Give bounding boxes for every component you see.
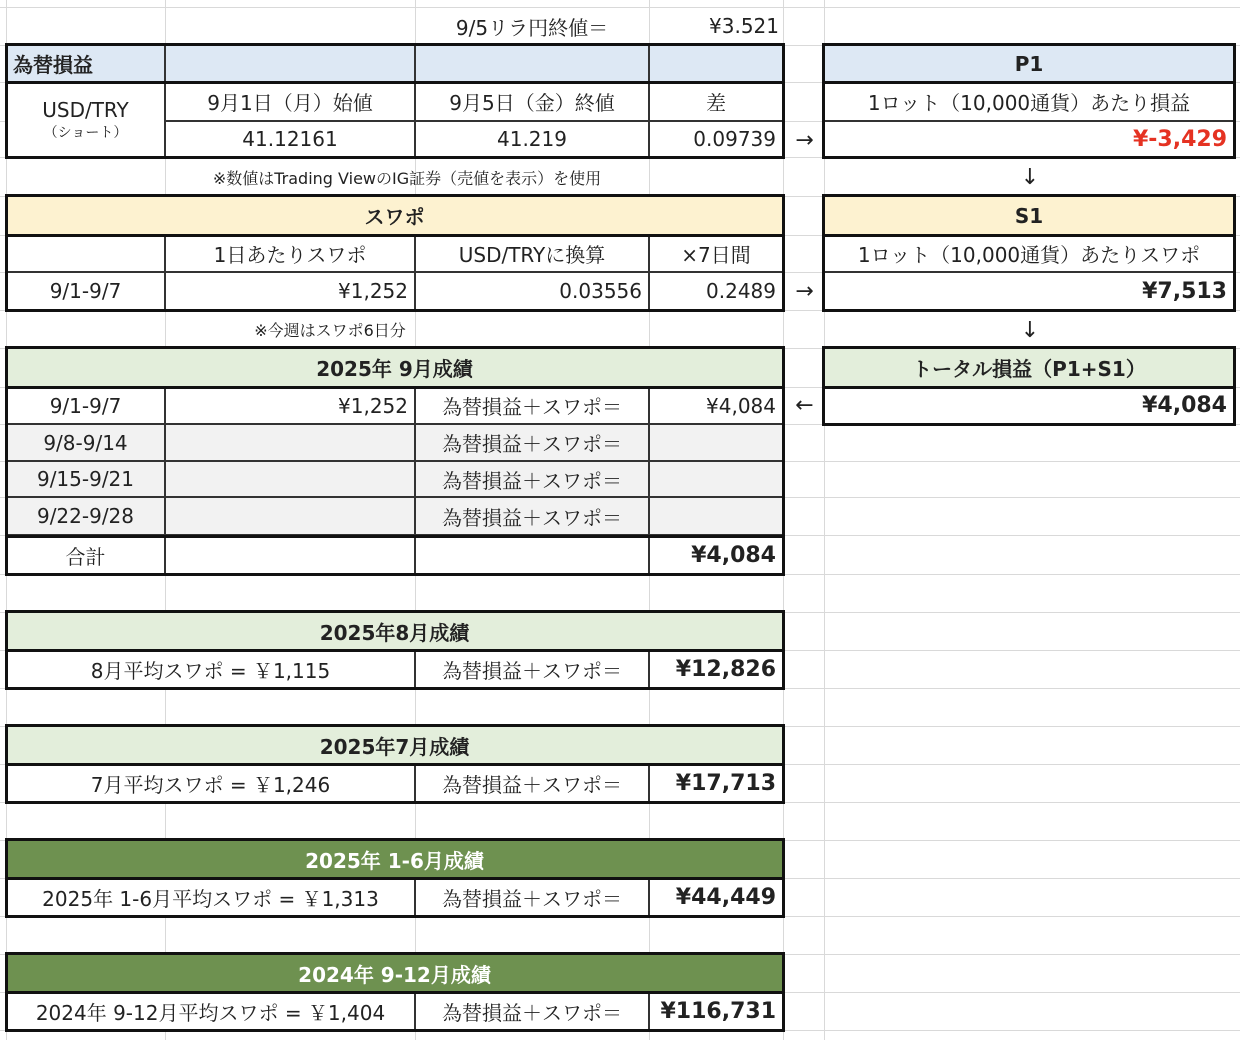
arrow-down-icon: ↓ [1020,317,1040,343]
empty-cell [6,235,165,272]
p1-title: P1 [824,45,1234,82]
gridline [0,574,1240,575]
h1-2025-average-swap: 2025年 1-6月平均スワポ = ￥1,313 [6,878,415,916]
header-cell [165,45,415,82]
total-title: トータル損益（P1+S1） [824,348,1234,387]
late-2024-value[interactable]: ¥116,731 [649,992,783,1030]
close-price-header: 9月5日（金）終値 [415,82,649,121]
h1-2025-value[interactable]: ¥44,449 [649,878,783,916]
week-formula: 為替損益＋スワポ＝ [415,424,649,461]
week-formula: 為替損益＋スワポ＝ [415,387,649,424]
august-value[interactable]: ¥12,826 [649,650,783,688]
july-value[interactable]: ¥17,713 [649,764,783,802]
fx-source-note: ※数値はTrading ViewのIG証券（売値を表示）を使用 [212,168,602,188]
week-result[interactable] [649,461,783,497]
position-type: （ショート） [43,124,128,141]
h1-2025-formula: 為替損益＋スワポ＝ [415,878,649,916]
total-label: 合計 [6,537,165,574]
arrow-down-icon: ↓ [1020,165,1040,190]
header-cell [415,45,649,82]
pair-name: USD/TRY [42,97,129,122]
week-period: 9/8-9/14 [6,424,165,461]
header-cell [649,45,783,82]
july-formula: 為替損益＋スワポ＝ [415,764,649,802]
arrow-right-icon: → [795,127,814,153]
s1-label: 1ロット（10,000通貨）あたりスワポ [824,235,1234,272]
arrow-left-icon: ← [795,393,814,418]
gridline [0,802,1240,803]
swap-period: 9/1-9/7 [6,272,165,310]
arrow-right-icon: → [795,278,814,304]
converted-value[interactable]: 0.03556 [415,272,649,310]
july-average-swap: 7月平均スワポ = ￥1,246 [6,764,415,802]
august-average-swap: 8月平均スワポ = ￥1,115 [6,650,415,688]
august-title: 2025年8月成績 [6,612,783,650]
week-swap[interactable] [165,424,415,461]
gridline [783,0,784,1040]
p1-value[interactable]: ¥-3,429 [824,121,1234,157]
difference-header: 差 [649,82,783,121]
rate-note-label: 9/5リラ円終値＝ [455,15,609,40]
empty-cell [415,537,649,574]
week-formula: 為替損益＋スワポ＝ [415,497,649,535]
week-period: 9/15-9/21 [6,461,165,497]
gridline [0,916,1240,917]
week-period: 9/1-9/7 [6,387,165,424]
week-result[interactable]: ¥4,084 [649,387,783,424]
total-value[interactable]: ¥4,084 [824,387,1234,424]
week-swap[interactable] [165,461,415,497]
week-result[interactable] [649,424,783,461]
s1-value[interactable]: ¥7,513 [824,272,1234,310]
gridline [0,157,1240,158]
gridline [0,1030,1240,1031]
august-formula: 為替損益＋スワポ＝ [415,650,649,688]
late-2024-formula: 為替損益＋スワポ＝ [415,992,649,1030]
seven-days-value[interactable]: 0.2489 [649,272,783,310]
difference-value[interactable]: 0.09739 [649,121,783,157]
july-title: 2025年7月成績 [6,726,783,764]
s1-title: S1 [824,196,1234,235]
week-formula: 為替損益＋スワポ＝ [415,461,649,497]
rate-note-value: ¥3.521 [709,14,779,38]
gridline [0,310,1240,311]
close-price-value[interactable]: 41.219 [415,121,649,157]
week-swap[interactable] [165,497,415,535]
september-title: 2025年 9月成績 [6,348,783,387]
fx-title: 為替損益 [6,45,165,82]
empty-cell [165,537,415,574]
open-price-header: 9月1日（月）始値 [165,82,415,121]
h1-2025-title: 2025年 1-6月成績 [6,840,783,878]
week-result[interactable] [649,497,783,535]
week-swap[interactable]: ¥1,252 [165,387,415,424]
late-2024-title: 2024年 9-12月成績 [6,954,783,992]
seven-days-header: ×7日間 [649,235,783,272]
open-price-value[interactable]: 41.12161 [165,121,415,157]
converted-header: USD/TRYに換算 [415,235,649,272]
swap-title: スワポ [6,196,783,235]
gridline [0,535,1240,536]
week-period: 9/22-9/28 [6,497,165,535]
late-2024-average-swap: 2024年 9-12月平均スワポ = ￥1,404 [6,992,415,1030]
gridline [0,688,1240,689]
daily-swap-header: 1日あたりスワポ [165,235,415,272]
september-total-value[interactable]: ¥4,084 [649,537,783,574]
p1-label: 1ロット（10,000通貨）あたり損益 [824,82,1234,121]
swap-days-note: ※今週はスワポ6日分 [254,320,406,340]
daily-swap-value[interactable]: ¥1,252 [165,272,415,310]
pair-cell [6,82,165,157]
